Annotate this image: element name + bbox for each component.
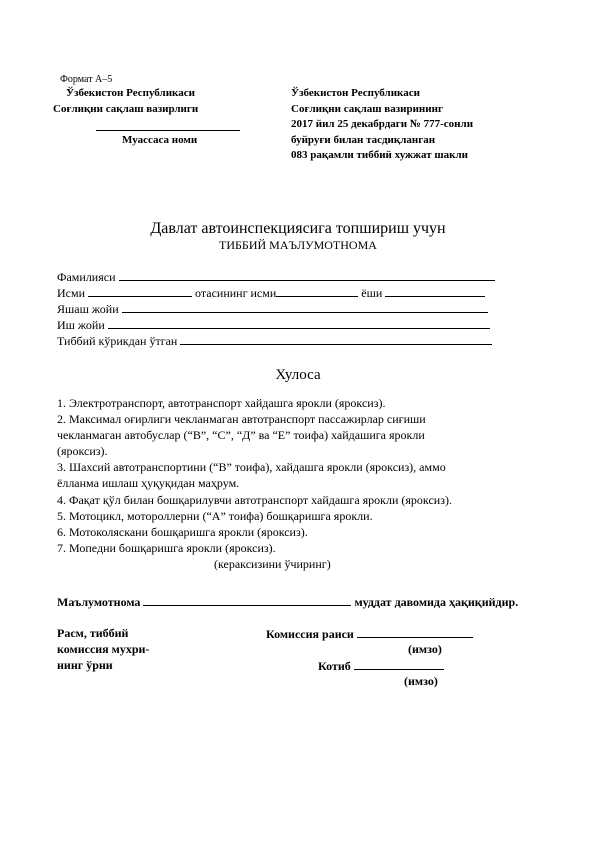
work-label: Иш жойи [57,318,105,332]
secretary-signature-field[interactable] [354,658,444,670]
surname-label: Фамилияси [57,270,116,284]
secretary-row [318,658,444,674]
exam-row [57,333,492,349]
surname-field[interactable] [119,269,495,281]
conclusion-item: (яроксиз). [57,444,108,458]
institution-caption: Муассаса номи [122,134,198,146]
right-header-line3: 2017 йил 25 декабрдаги № 777-сонли [291,118,474,130]
validity-prefix: Маълумотнома [57,595,141,609]
secretary-label: Котиб [318,659,351,673]
conclusion-item: 5. Мотоцикл, мотороллерни (“А” тоифа) бошқаришга ярокли. [57,509,373,523]
photo-seal-line1: Расм, тиббий [57,626,129,640]
right-header-line2: Соғлиқни сақлаш вазирининг [291,103,443,115]
format-label: Формат А–5 [60,74,113,85]
document-title: Давлат автоинспекциясига топшириш учун [150,220,446,237]
address-label: Яшаш жойи [57,302,119,316]
conclusion-item: 7. Мопедни бошқаришга ярокли (яроксиз). [57,541,276,555]
photo-seal-line2: комиссия мухри- [57,642,150,656]
name-field[interactable] [88,285,192,297]
right-header-line4: буйруғи билан тасдиқланган [291,134,436,146]
right-header-line1: Ўзбекистон Республикаси [291,87,420,99]
conclusion-item: 4. Фақат қўл билан бошқарилувчи автотранспорт хайдашга ярокли (яроксиз). [57,493,452,507]
address-row [57,301,488,317]
age-label: ёши [361,286,383,300]
exam-label: Тиббий кўрикдан ўтган [57,334,178,348]
address-field[interactable] [122,301,488,313]
patronymic-field[interactable] [276,285,358,297]
left-header-line2: Соғлиқни сақлаш вазирлиги [53,103,199,115]
institution-name-line [96,130,240,131]
work-row [57,317,490,333]
age-field[interactable] [385,285,485,297]
left-header-line1: Ўзбекистон Республикаси [66,87,195,99]
conclusion-item: 6. Мотоколяскани бошқаришга ярокли (яроксиз). [57,525,308,539]
chair-sign-caption: (имзо) [408,642,442,656]
right-header-line5: 083 рақамли тиббий хужжат шакли [291,149,469,161]
validity-period-field[interactable] [143,594,351,606]
chair-signature-field[interactable] [357,626,473,638]
conclusion-item: чекланмаган автобуслар (“В”, “С”, “Д” ва “Е” тоифа) хайдашига ярокли [57,428,425,442]
surname-row [57,269,495,285]
exam-field[interactable] [180,333,492,345]
photo-seal-line3: нинг ўрни [57,658,113,672]
chair-row [266,626,473,642]
validity-row [57,594,518,610]
validity-suffix: муддат давомида ҳақиқийдир. [354,595,519,609]
conclusion-item: 1. Электротранспорт, автотранспорт хайдашга ярокли (яроксиз). [57,396,386,410]
conclusion-item: 3. Шахсий автотранспортини (“В” тоифа), хайдашга ярокли (яроксиз), аммо [57,460,446,474]
work-field[interactable] [108,317,490,329]
secretary-sign-caption: (имзо) [404,674,438,688]
document-subtitle: ТИББИЙ МАЪЛУМОТНОМА [219,238,377,252]
conclusion-item: 2. Максимал оғирлиги чекланмаган автотранспорт пассажирлар сиғиши [57,412,426,426]
strike-out-note: (кераксизини ўчиринг) [214,557,331,571]
patronymic-label: отасининг исми [195,286,277,300]
name-row [57,285,485,301]
chair-label: Комиссия раиси [266,627,354,641]
conclusion-heading: Хулоса [275,367,321,383]
name-label: Исми [57,286,86,300]
conclusion-item: ёлланма ишлаш ҳуқуқидан маҳрум. [57,476,240,490]
